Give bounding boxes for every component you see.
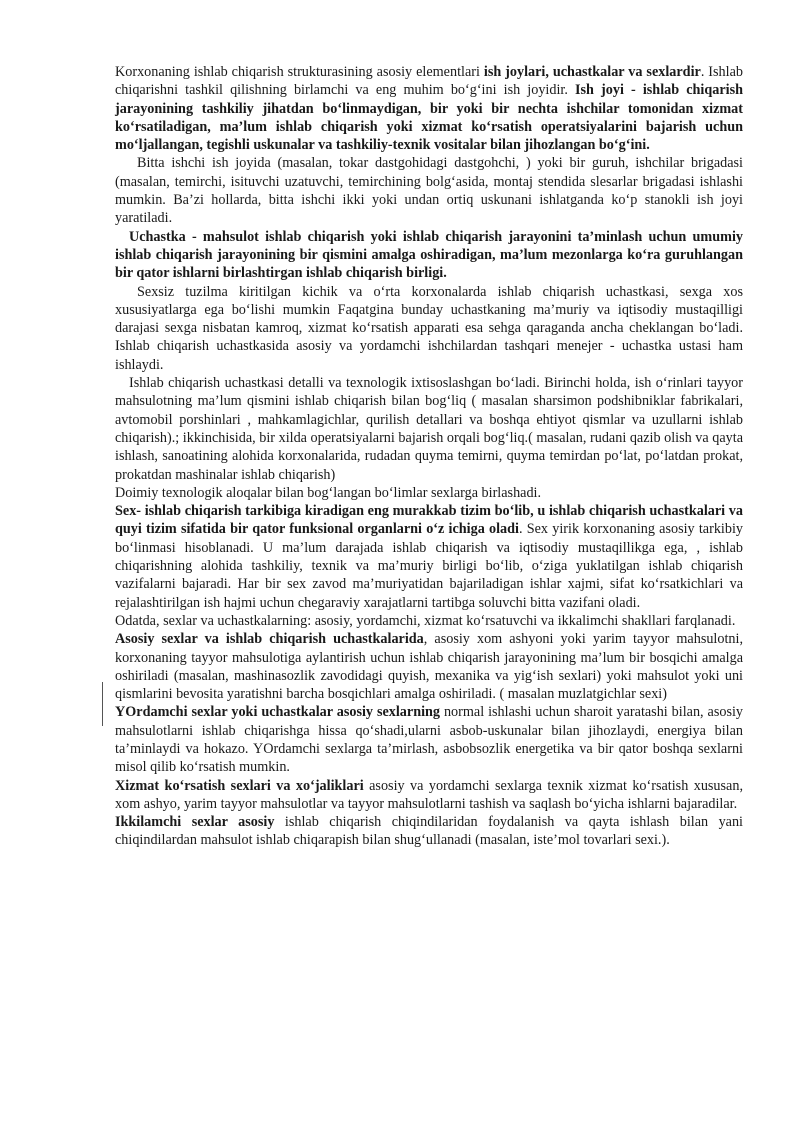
text-run: Ishlab chiqarish uchastkasi detalli va texnologik ixtisoslashgan bo‘ladi. Birinchi holda, ish o‘rinlari tayyor mahsulotning ma’lum qismini ishlab chiqarish bilan bog‘liq ( masalan sharsimon podshibniklar fabrikalari, avtomobil porshinlari , mahkamlagichlar, qurilish detallari va boshqa ehtiyot qismlar va uzullarni ishlab chiqarish).; ikkinchisida, bir xilda operatsiyalarni bajarish orqali bog‘liq.( masalan, rudani qazib olish va qayta ishlash, sanoatining alohida korxonalarida, rudadan quyma temirni, quyma temirdan po‘lat, po‘latdan prokat, prokatdan mashinalar ishlab chiqarish): [115, 375, 743, 483]
paragraph-asosiy-sexlar: [115, 630, 743, 703]
bold-text-run: YOrdamchi sexlar yoki uchastkalar asosiy sexlarning: [115, 704, 441, 721]
text-run: Bitta ishchi ish joyida (masalan, tokar dastgohidagi dastgohchi, ) yoki bir guruh, ishchilar brigadasi (masalan, temirchi, isituvchi uzatuvchi, temirchining bolg‘asida, montaj stendida slesarlar brigadasi ishlashi mumkin. Ba’zi hollarda, bitta ishchi ikki yoki undan ortiq uskunani ishlatganda ko‘p stanokli ish joyi yaratiladi.: [115, 155, 743, 227]
text-run: Korxonaning ishlab chiqarish strukturasining asosiy elementlari: [115, 64, 484, 80]
paragraph-sex-definition: [115, 502, 743, 612]
paragraph-xizmat-sexlari: [115, 777, 743, 814]
bold-text-run: Uchastka - mahsulot ishlab chiqarish yoki ishlab chiqarish jarayonini ta’minlash uchun umumiy ishlab chiqarish jarayonining bir qismini amalga oshiradigan, ma’lum mezonlarga ko‘ra guruhlangan bir qator ishlarni birlashtirgan ishlab chiqarish birligi.: [115, 228, 743, 282]
bold-text-run: Ish joyi - ishlab chiqarish jarayonining tashkiliy jihatdan bo‘linmaydigan, bir yoki bir nechta ishchilar tomonidan xizmat ko‘rsatiladigan, ma’lum ishlab chiqarish yoki xizmat ko‘rsatish operatsiyalarini bajarish uchun mo‘ljallangan, tegishli uskunalar va tashkiliy-texnik vositalar bilan jihozlangan bo‘g‘ini.: [115, 82, 743, 154]
paragraph-detalli: [115, 374, 743, 484]
bold-text-run: Sex- ishlab chiqarish tarkibiga kiradigan eng murakkab tizim bo‘lib, u ishlab chiqarish uchastkalari va quyi tizim sifatida bir qator funksional organlarni o‘z ichiga oladi: [115, 503, 743, 538]
paragraph-yordamchi-sexlar: [115, 703, 743, 776]
text-run: . Sex yirik korxonaning asosiy tarkibiy bo‘linmasi hisoblanadi. U ma’lum darajada ishlab chiqarish va iqtisodiy mustaqillikga ega, , ishlab chiqarishning alohida tashkiliy, texnik va ma’muriy birligi bo‘lib, o‘ziga yuklatilgan ishlab chiqarish vazifalarni bajaradi. Har bir sex zavod ma’muriyatidan bajariladigan ishlar xajmi, sifat ko‘rsatkichlari va rejalashtirilgan ish hajmi uchun chegaraviy xarajatlarni tartibga soluvchi bitta vazifani oladi.: [115, 521, 743, 611]
margin-change-bar: [102, 682, 103, 726]
bold-text-run: Asosiy sexlar va ishlab chiqarish uchastkalarida: [115, 631, 424, 648]
paragraph-intro: [115, 63, 743, 154]
bold-text-run: Xizmat ko‘rsatish sexlari va xo‘jaliklari: [115, 777, 364, 794]
paragraph-ish-joyi-example: [115, 154, 743, 227]
paragraph-sexsiz-structure: [115, 283, 743, 374]
text-run: Odatda, sexlar va uchastkalarning: asosiy, yordamchi, xizmat ko‘rsatuvchi va ikkalimchi shakllari farqlanadi.: [115, 612, 736, 629]
text-run: asosiy va yordamchi sexlarga texnik xizmat ko‘rsatish xususan, xom ashyo, yarim tayyor mahsulotlar va tayyor mahsulotlarni tashish va saqlash bo‘yicha ishlarni bajaradilar.: [115, 777, 743, 812]
bold-text-run: ish joylari, uchastkalar va sexlardir: [483, 64, 701, 80]
text-run: , asosiy xom ashyoni yoki yarim tayyor mahsulotni, korxonaning tayyor mahsulotiga aylantirish uchun ishlab chiqarish jarayonining ma’lum bir bosqichi amalga oshiriladi (masalan, mashinasozlik zavodidagi quyish, mexanika va yig‘ish sexlari) yoki mahsulot yoki uni qismlarini bevosita yaratishni barcha bosqichlari amalga oshiriladi. ( masalan muzlatgichlar sexi): [115, 631, 743, 703]
text-run: . Ishlab chiqarishni tashkil qilishning birlamchi va eng muhim bo‘g‘ini ish joyidir.: [115, 64, 743, 99]
bold-text-run: Ikkilamchi sexlar asosiy: [115, 814, 275, 831]
paragraph-ikkilamchi-sexlar: [115, 813, 743, 850]
paragraph-odatda: [115, 612, 743, 630]
text-run: Sexsiz tuzilma kiritilgan kichik va o‘rta korxonalarda ishlab chiqarish uchastkasi, sexga xos xususiyatlarga ega bo‘lishi mumkin Faqatgina bunday uchastkaning ma’muriy va iqtisodiy mustaqilligi darajasi sexga nisbatan kamroq, xizmat ko‘rsatish apparati esa sehga qaraganda ancha cheklangan bo‘ladi. Ishlab chiqarish uchastkasida asosiy va yordamchi ishchilardan tashqari menejer - uchastka ustasi ham ishlaydi.: [115, 283, 743, 373]
text-run: ishlab chiqarish chiqindilaridan foydalanish va qayta ishlash bilan yani chiqindilardan mahsulot ishlab chiqarарish bilan shug‘ullanadi (masalan, iste’mol tovarlari sexi.).: [115, 814, 743, 849]
paragraph-doimiy: [115, 484, 743, 502]
paragraph-uchastka-definition: [115, 228, 743, 283]
text-run: normal ishlashi uchun sharoit yaratashi bilan, asosiy mahsulotlarni ishlab chiqarishga hissa qo‘shadi,ularni asbob-uskunalar bilan jihozlaydi, energiya bilan ta’minlaydi va hokazo. YOrdamchi sexlarga ta’mirlash, asbobsozlik energetika va bir qator boshqa sexlarni misol qilib ko‘rsatish mumkin.: [115, 704, 743, 776]
text-run: Doimiy texnologik aloqalar bilan bog‘langan bo‘limlar sexlarga birlashadi.: [115, 484, 542, 501]
